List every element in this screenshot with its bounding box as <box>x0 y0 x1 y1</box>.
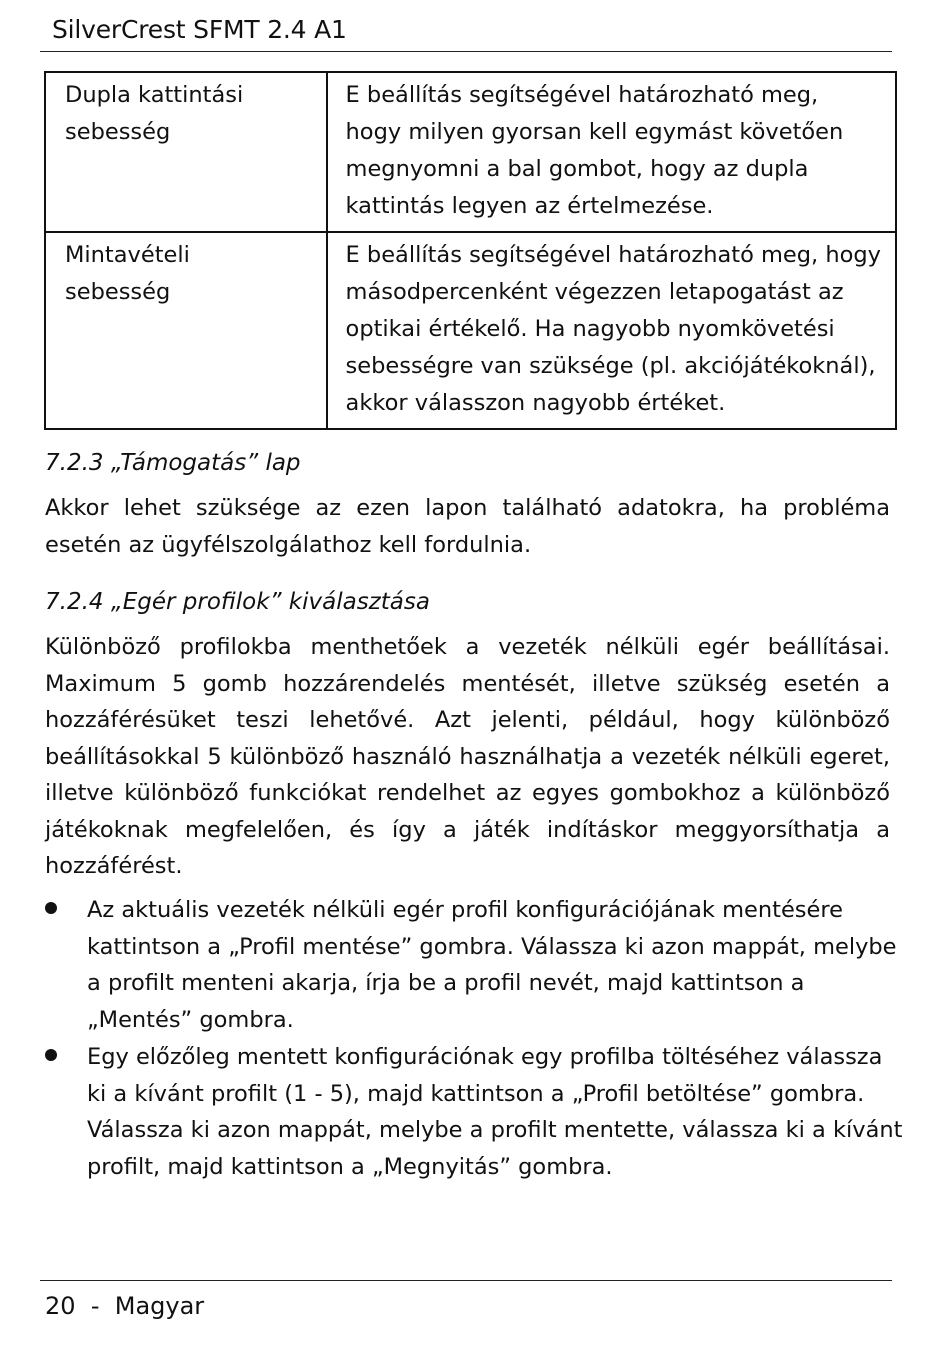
paragraph-line: hozzáférést. <box>45 853 183 879</box>
setting-description-line: másodpercenként végezzen letapogatást az <box>345 279 844 305</box>
paragraph-line: beállításokkal 5 különböző használó használhatja a vezeték nélküli egeret, <box>45 743 890 770</box>
bullet-line: „Mentés” gombra. <box>87 1007 294 1034</box>
bullet-line: Az aktuális vezeték nélküli egér profil konfigurációjának mentésére <box>87 897 843 923</box>
bullet-line: Egy előzőleg mentett konfigurációnak egy profilba töltéséhez válassza <box>87 1043 883 1070</box>
list-item <box>45 892 895 1039</box>
setting-term-line: Mintavételi <box>65 242 190 268</box>
paragraph-line: Különböző profilokba menthetőek a vezeték nélküli egér beállításai. <box>45 634 890 660</box>
setting-description-line: kattintás legyen az értelmezése. <box>345 193 714 219</box>
paragraph-line: Akkor lehet szüksége az ezen lapon található adatokra, ha probléma <box>45 495 890 521</box>
section-heading-support: 7.2.3 „Támogatás” lap <box>45 450 301 476</box>
list-item <box>45 1039 903 1186</box>
page-header-title: SilverCrest SFMT 2.4 A1 <box>52 15 347 44</box>
setting-term-line: sebesség <box>65 119 171 145</box>
footer-divider <box>40 1280 892 1281</box>
footer-language: Magyar <box>114 1292 205 1320</box>
footer-separator: - <box>90 1292 100 1320</box>
setting-description-line: hogy milyen gyorsan kell egymást követően <box>345 119 844 145</box>
setting-description-cell <box>327 232 896 429</box>
bullet-icon <box>45 1049 57 1061</box>
setting-description-cell <box>327 72 896 232</box>
paragraph-line: illetve különböző funkciókat rendelhet az egyes gombokhoz a különböző <box>45 780 890 806</box>
setting-term-line: Dupla kattintási <box>65 82 244 108</box>
paragraph-line: játékoknak megfelelően, és így a játék indításkor meggyorsíthatja a <box>45 816 890 843</box>
setting-description-line: sebességre van szüksége (pl. akciójátékoknál), <box>345 353 876 379</box>
setting-description-line: optikai értékelő. Ha nagyobb nyomkövetési <box>345 316 835 342</box>
section-heading-profiles: 7.2.4 „Egér profilok” kiválasztása <box>45 589 430 615</box>
profiles-paragraph <box>45 629 890 885</box>
paragraph-line: Maximum 5 gomb hozzárendelés mentését, illetve szükség esetén a <box>45 670 890 697</box>
bullet-line: kattintson a „Profil mentése” gombra. Válassza ki azon mappát, melybe <box>87 933 897 960</box>
setting-description-line: akkor válasszon nagyobb értéket. <box>345 390 726 416</box>
paragraph-line: esetén az ügyfélszolgálathoz kell fordulnia. <box>45 531 532 558</box>
settings-table <box>44 71 897 430</box>
setting-term-cell <box>45 232 327 429</box>
table-row <box>45 232 896 429</box>
page-footer <box>45 1290 204 1322</box>
setting-term-cell <box>45 72 327 232</box>
bullet-icon <box>45 902 57 914</box>
bullet-line: Válassza ki azon mappát, melybe a profilt mentette, válassza ki a kívánt <box>87 1117 903 1144</box>
page-number: 20 <box>45 1292 76 1320</box>
setting-term-line: sebesség <box>65 279 171 305</box>
header-divider <box>40 51 892 52</box>
table-row <box>45 72 896 232</box>
support-paragraph <box>45 490 890 563</box>
setting-description-line: megnyomni a bal gombot, hogy az dupla <box>345 156 809 182</box>
setting-description-line: E beállítás segítségével határozható meg, hogy <box>345 242 881 268</box>
bullet-line: profilt, majd kattintson a „Megnyitás” gombra. <box>87 1153 613 1180</box>
paragraph-line: hozzáférésüket teszi lehetővé. Azt jelenti, például, hogy különböző <box>45 707 890 733</box>
profiles-bullet-list <box>45 892 903 1186</box>
bullet-line: ki a kívánt profilt (1 - 5), majd kattintson a „Profil betöltése” gombra. <box>87 1080 865 1107</box>
setting-description-line: E beállítás segítségével határozható meg, <box>345 82 819 108</box>
bullet-line: a profilt menteni akarja, írja be a profil nevét, majd kattintson a <box>87 970 805 997</box>
